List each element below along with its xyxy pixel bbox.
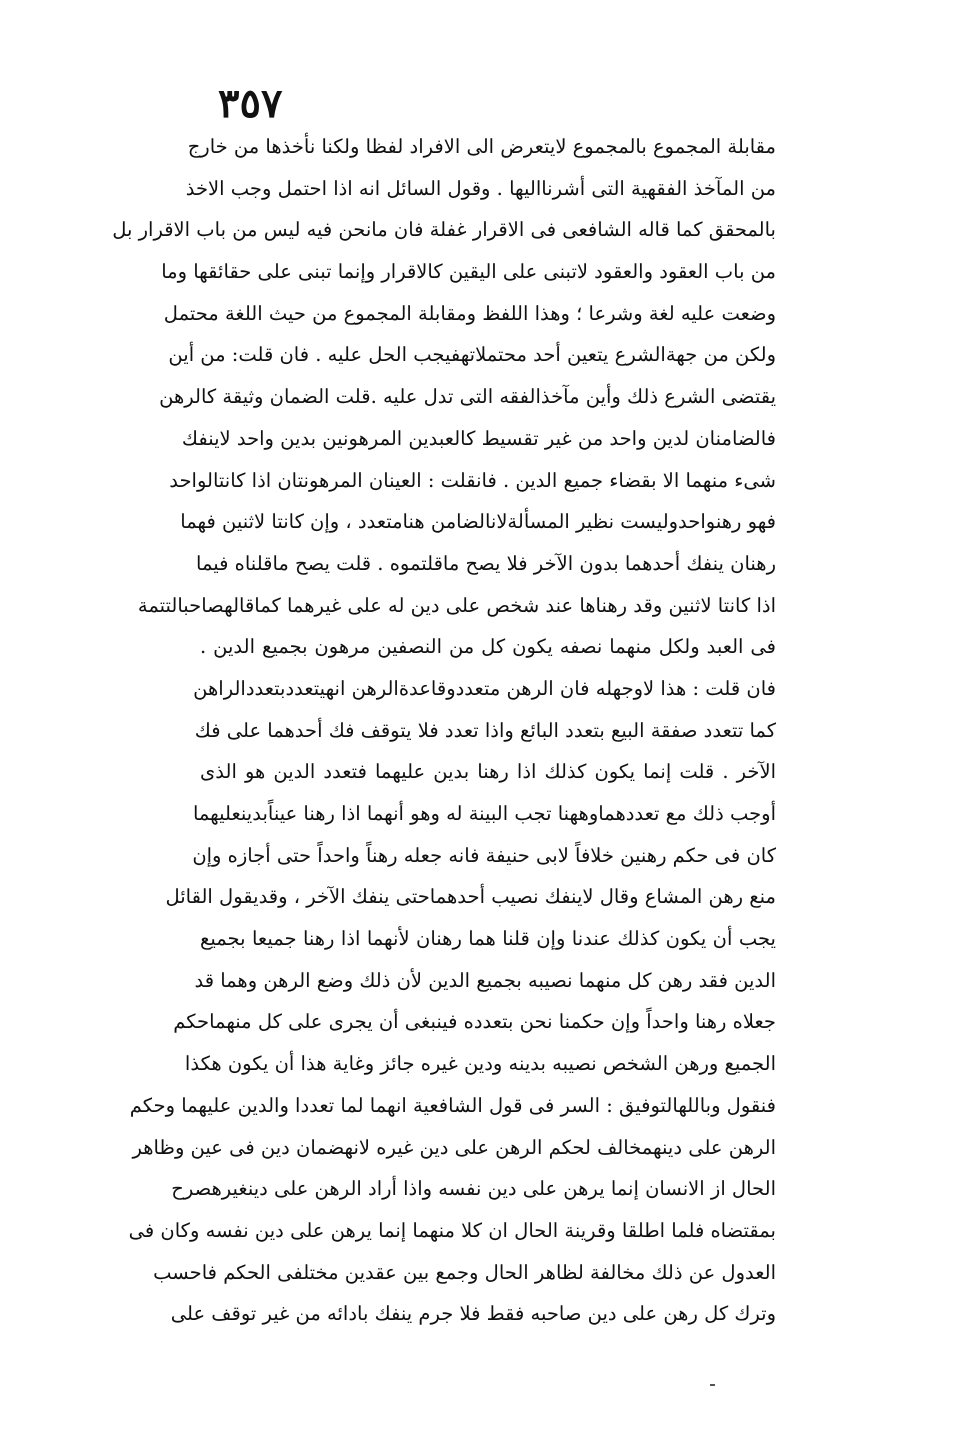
ink-mark <box>710 1384 715 1386</box>
text-line: الآخر . قلت إنما يكون كذلك اذا رهنا بدين عليهما فتعدد الدين هو الذى <box>200 760 776 784</box>
text-line: يجب أن يكون كذلك عندنا وإن قلنا هما رهنان لأنهما اذا رهنا جميعا بجميع <box>200 927 776 951</box>
text-line: فهو رهنواحدوليست نظير المسألةلانالضامن هنامتعدد ، وإن كانتا لاثنين فهما <box>180 510 776 534</box>
text-line: يقتضى الشرع ذلك وأين مآخذالفقه التى تدل عليه .قلت الضمان وثيقة كالرهن <box>159 385 776 409</box>
page-number: ٣٥٧ <box>218 80 283 127</box>
body-text <box>112 126 776 1335</box>
text-line: كان فى حكم رهنين خلافاً لابى حنيفة فانه جعله رهناً واحداً حتى أجازه وإن <box>192 843 776 867</box>
text-line: بالمحقق كما قاله الشافعى فى الاقرار غفلة فان مانحن فيه ليس من باب الاقرار بل <box>112 218 776 242</box>
text-line: فنقول وباللهالتوفيق : السر فى قول الشافعية انهما لما تعددا والدين عليهما وحكم <box>129 1093 776 1117</box>
text-line: رهنان ينفك أحدهما بدون الآخر فلا يصح ماقلتموه . قلت يصح ماقلناه فيما <box>196 551 776 575</box>
text-line: الرهن على دينهمخالف لحكم الرهن على دين غيره لانهضمان دين فى عين وظاهر <box>132 1135 776 1159</box>
text-line: الدين فقد رهن كل منهما نصيبه بجميع الدين لأن ذلك وضع الرهن وهما قد <box>194 968 776 992</box>
text-line: جعلاه رهنا واحداً وإن حكمنا نحن بتعدده فينبغى أن يجرى على كل منهماحكم <box>173 1010 776 1034</box>
text-line: مقابلة المجموع بالمجموع لايتعرض الى الافراد لفظا ولكنا نأخذها من خارج <box>187 135 776 158</box>
text-line: وترك كل رهن على دين صاحبه فقط فلا جرم ينفك بادائه من غير توقف على <box>170 1302 776 1326</box>
text-line: العدول عن ذلك مخالفة لظاهر الحال وجمع بين عقدين مختلفى الحكم فاحسب <box>153 1260 776 1284</box>
text-line: وضعت عليه لغة وشرعا ؛ وهذا اللفظ ومقابلة المجموع من حيث اللغة محتمل <box>163 301 776 325</box>
text-line: الجميع ورهن الشخص نصيبه بدينه ودين غيره جائز وغاية هذا أن يكون هكذا <box>184 1052 776 1076</box>
text-line: فالضامنان لدين واحد من غير تقسيط كالعبدين المرهونين بدين واحد لاينفك <box>181 426 776 450</box>
text-line: ولكن من جهةالشرع يتعين أحد محتملاتهفيجب الحل عليه . فان قلت: من أين <box>168 343 776 367</box>
text-line: بمقتضاه فلما اطلقا وقرينة الحال ان كلا منهما إنما يرهن على دين نفسه وكان فى <box>128 1218 776 1242</box>
text-line: فى العبد ولكل منهما نصفه يكون كل من النصفين مرهون بجميع الدين . <box>200 635 776 659</box>
text-line: أوجب ذلك مع تعددهماوههنا تجب البينة له وهو أنهما اذا رهنا عيناًبدينعليهما <box>192 802 776 825</box>
text-line: من المآخذ الفقهية التى أشرنااليها . وقول السائل انه اذا احتمل وجب الاخذ <box>185 176 776 200</box>
text-line: الحال از الانسان إنما يرهن على دين نفسه واذا أراد الرهن على دينغيرهصرح <box>171 1177 776 1201</box>
text-line: منع رهن المشاع وقال لاينفك نصيب أحدهماحتى ينفك الآخر ، وقديقول القائل <box>165 885 776 909</box>
text-line: كما تتعدد صفقة البيع بتعدد البائع واذا تعدد فلا يتوقف فك أحدهما على فك <box>194 718 776 742</box>
text-line: شىء منهما الا بقضاء جميع الدين . فانقلت : العينان المرهونتان اذا كانتالواحد <box>169 468 776 492</box>
text-line: من باب العقود والعقود لاتبنى على اليقين كالاقرار وإنما تبنى على حقائقها وما <box>161 260 776 284</box>
text-line: فان قلت : هذا لاوجهله فان الرهن متعددوقاعدةالرهن انهيتعددبتعددالراهن <box>193 676 776 700</box>
text-line: اذا كانتا لاثنين وقد رهناها عند شخص على دين له على غيرهما كماقالهصاحبالتتمة <box>137 593 776 617</box>
